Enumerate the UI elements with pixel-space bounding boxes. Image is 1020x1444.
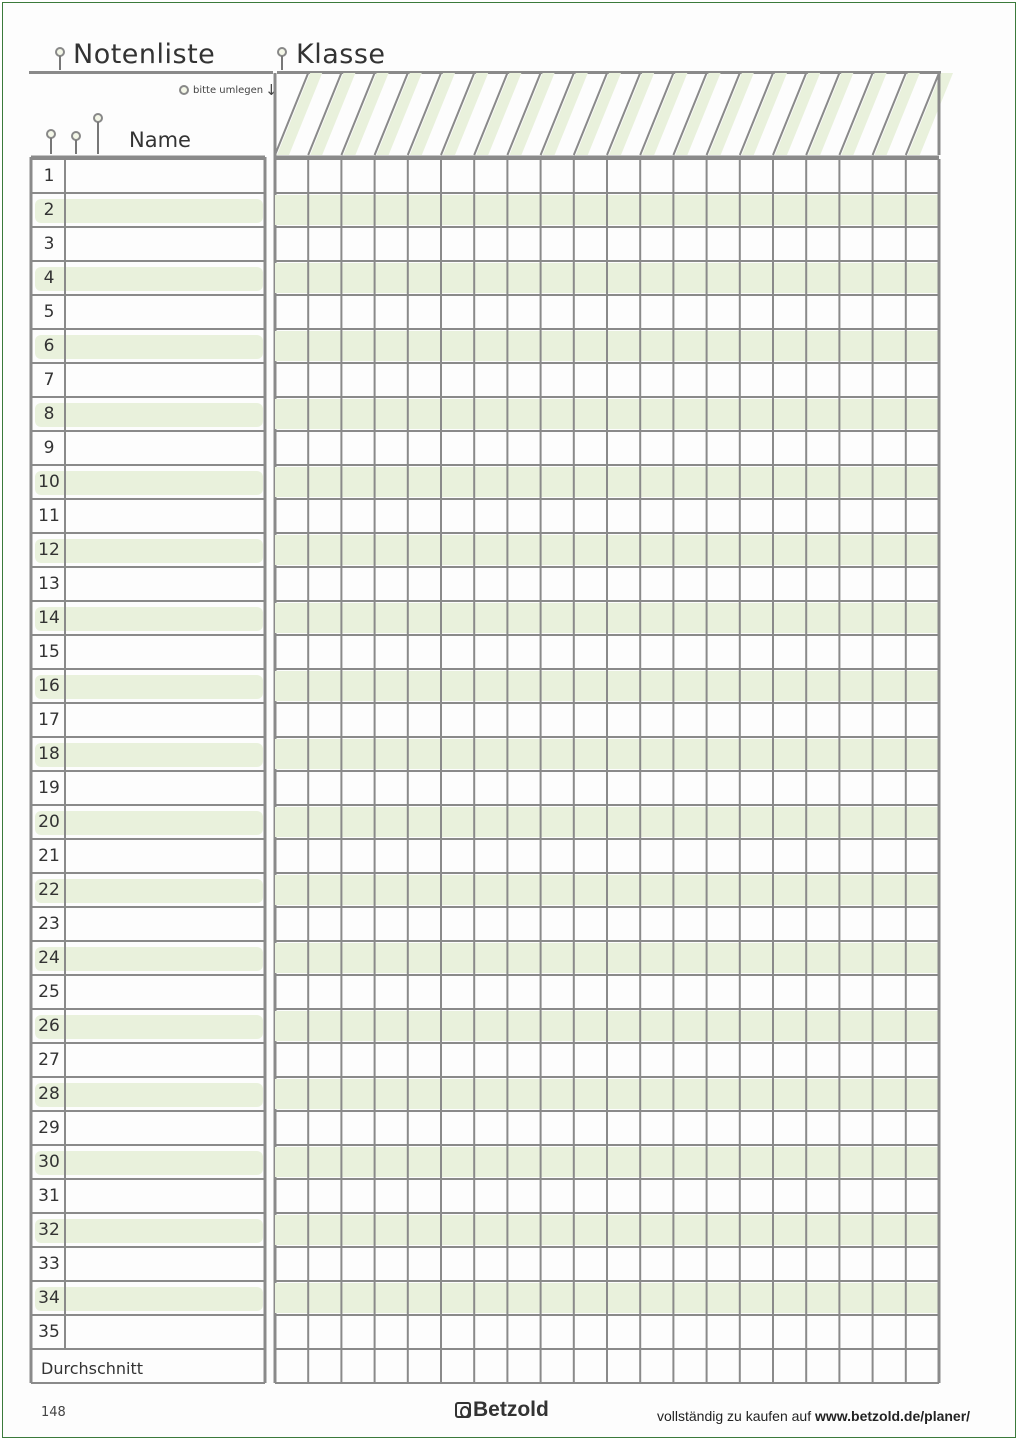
row-number: 30 <box>38 1152 60 1172</box>
name-row-highlight <box>35 199 263 223</box>
row-number: 11 <box>38 506 60 526</box>
name-row-highlight <box>35 1015 263 1039</box>
name-row-highlight <box>35 335 263 359</box>
average-label: Durchschnitt <box>41 1359 144 1378</box>
row-number: 5 <box>43 302 55 322</box>
row-number: 32 <box>38 1220 60 1240</box>
name-row-highlight <box>35 267 263 291</box>
row-number: 10 <box>38 472 60 492</box>
betzold-logo-icon <box>455 1402 471 1418</box>
name-row-highlight <box>35 743 263 767</box>
name-row-highlight <box>35 947 263 971</box>
grade-list-page <box>2 2 1016 1438</box>
page-number: 148 <box>41 1405 66 1420</box>
row-number: 25 <box>38 982 60 1002</box>
name-row-highlight <box>35 879 263 903</box>
footer-url[interactable]: www.betzold.de/planer/ <box>815 1408 971 1424</box>
row-number: 27 <box>38 1050 60 1070</box>
name-row-highlight <box>35 539 263 563</box>
footer-note: vollständig zu kaufen auf www.betzold.de/planer/ <box>657 1408 971 1424</box>
row-number: 29 <box>38 1118 60 1138</box>
row-number: 9 <box>43 438 55 458</box>
name-row-highlight <box>35 1083 263 1107</box>
row-number: 15 <box>38 642 60 662</box>
row-number: 2 <box>43 200 55 220</box>
class-label: Klasse <box>296 39 386 70</box>
grade-grid <box>3 3 1017 1439</box>
page-title: Notenliste <box>73 39 216 70</box>
row-number: 26 <box>38 1016 60 1036</box>
row-number: 8 <box>43 404 55 424</box>
name-row-highlight <box>35 607 263 631</box>
row-number: 35 <box>38 1322 60 1342</box>
row-number: 18 <box>38 744 60 764</box>
row-number: 21 <box>38 846 60 866</box>
row-number: 24 <box>38 948 60 968</box>
name-column-header: Name <box>129 128 191 152</box>
row-number: 20 <box>38 812 60 832</box>
row-number: 16 <box>38 676 60 696</box>
name-row-highlight <box>35 403 263 427</box>
name-row-highlight <box>35 1219 263 1243</box>
row-number: 19 <box>38 778 60 798</box>
row-number: 17 <box>38 710 60 730</box>
down-arrow-icon: ↓ <box>265 81 278 99</box>
brand-logo: Betzold <box>455 1398 549 1422</box>
turn-over-hint: bitte umlegen <box>193 85 264 96</box>
row-number: 4 <box>43 268 55 288</box>
name-row-highlight <box>35 675 263 699</box>
row-number: 28 <box>38 1084 60 1104</box>
row-number: 22 <box>38 880 60 900</box>
row-number: 23 <box>38 914 60 934</box>
name-row-highlight <box>35 471 263 495</box>
name-row-highlight <box>35 1151 263 1175</box>
name-row-highlight <box>35 811 263 835</box>
row-number: 33 <box>38 1254 60 1274</box>
row-number: 12 <box>38 540 60 560</box>
row-number: 6 <box>43 336 55 356</box>
row-number: 7 <box>43 370 55 390</box>
row-number: 1 <box>43 166 55 186</box>
row-number: 14 <box>38 608 60 628</box>
name-row-highlight <box>35 1287 263 1311</box>
row-number: 31 <box>38 1186 60 1206</box>
row-number: 34 <box>38 1288 60 1308</box>
row-number: 3 <box>43 234 55 254</box>
row-number: 13 <box>38 574 60 594</box>
